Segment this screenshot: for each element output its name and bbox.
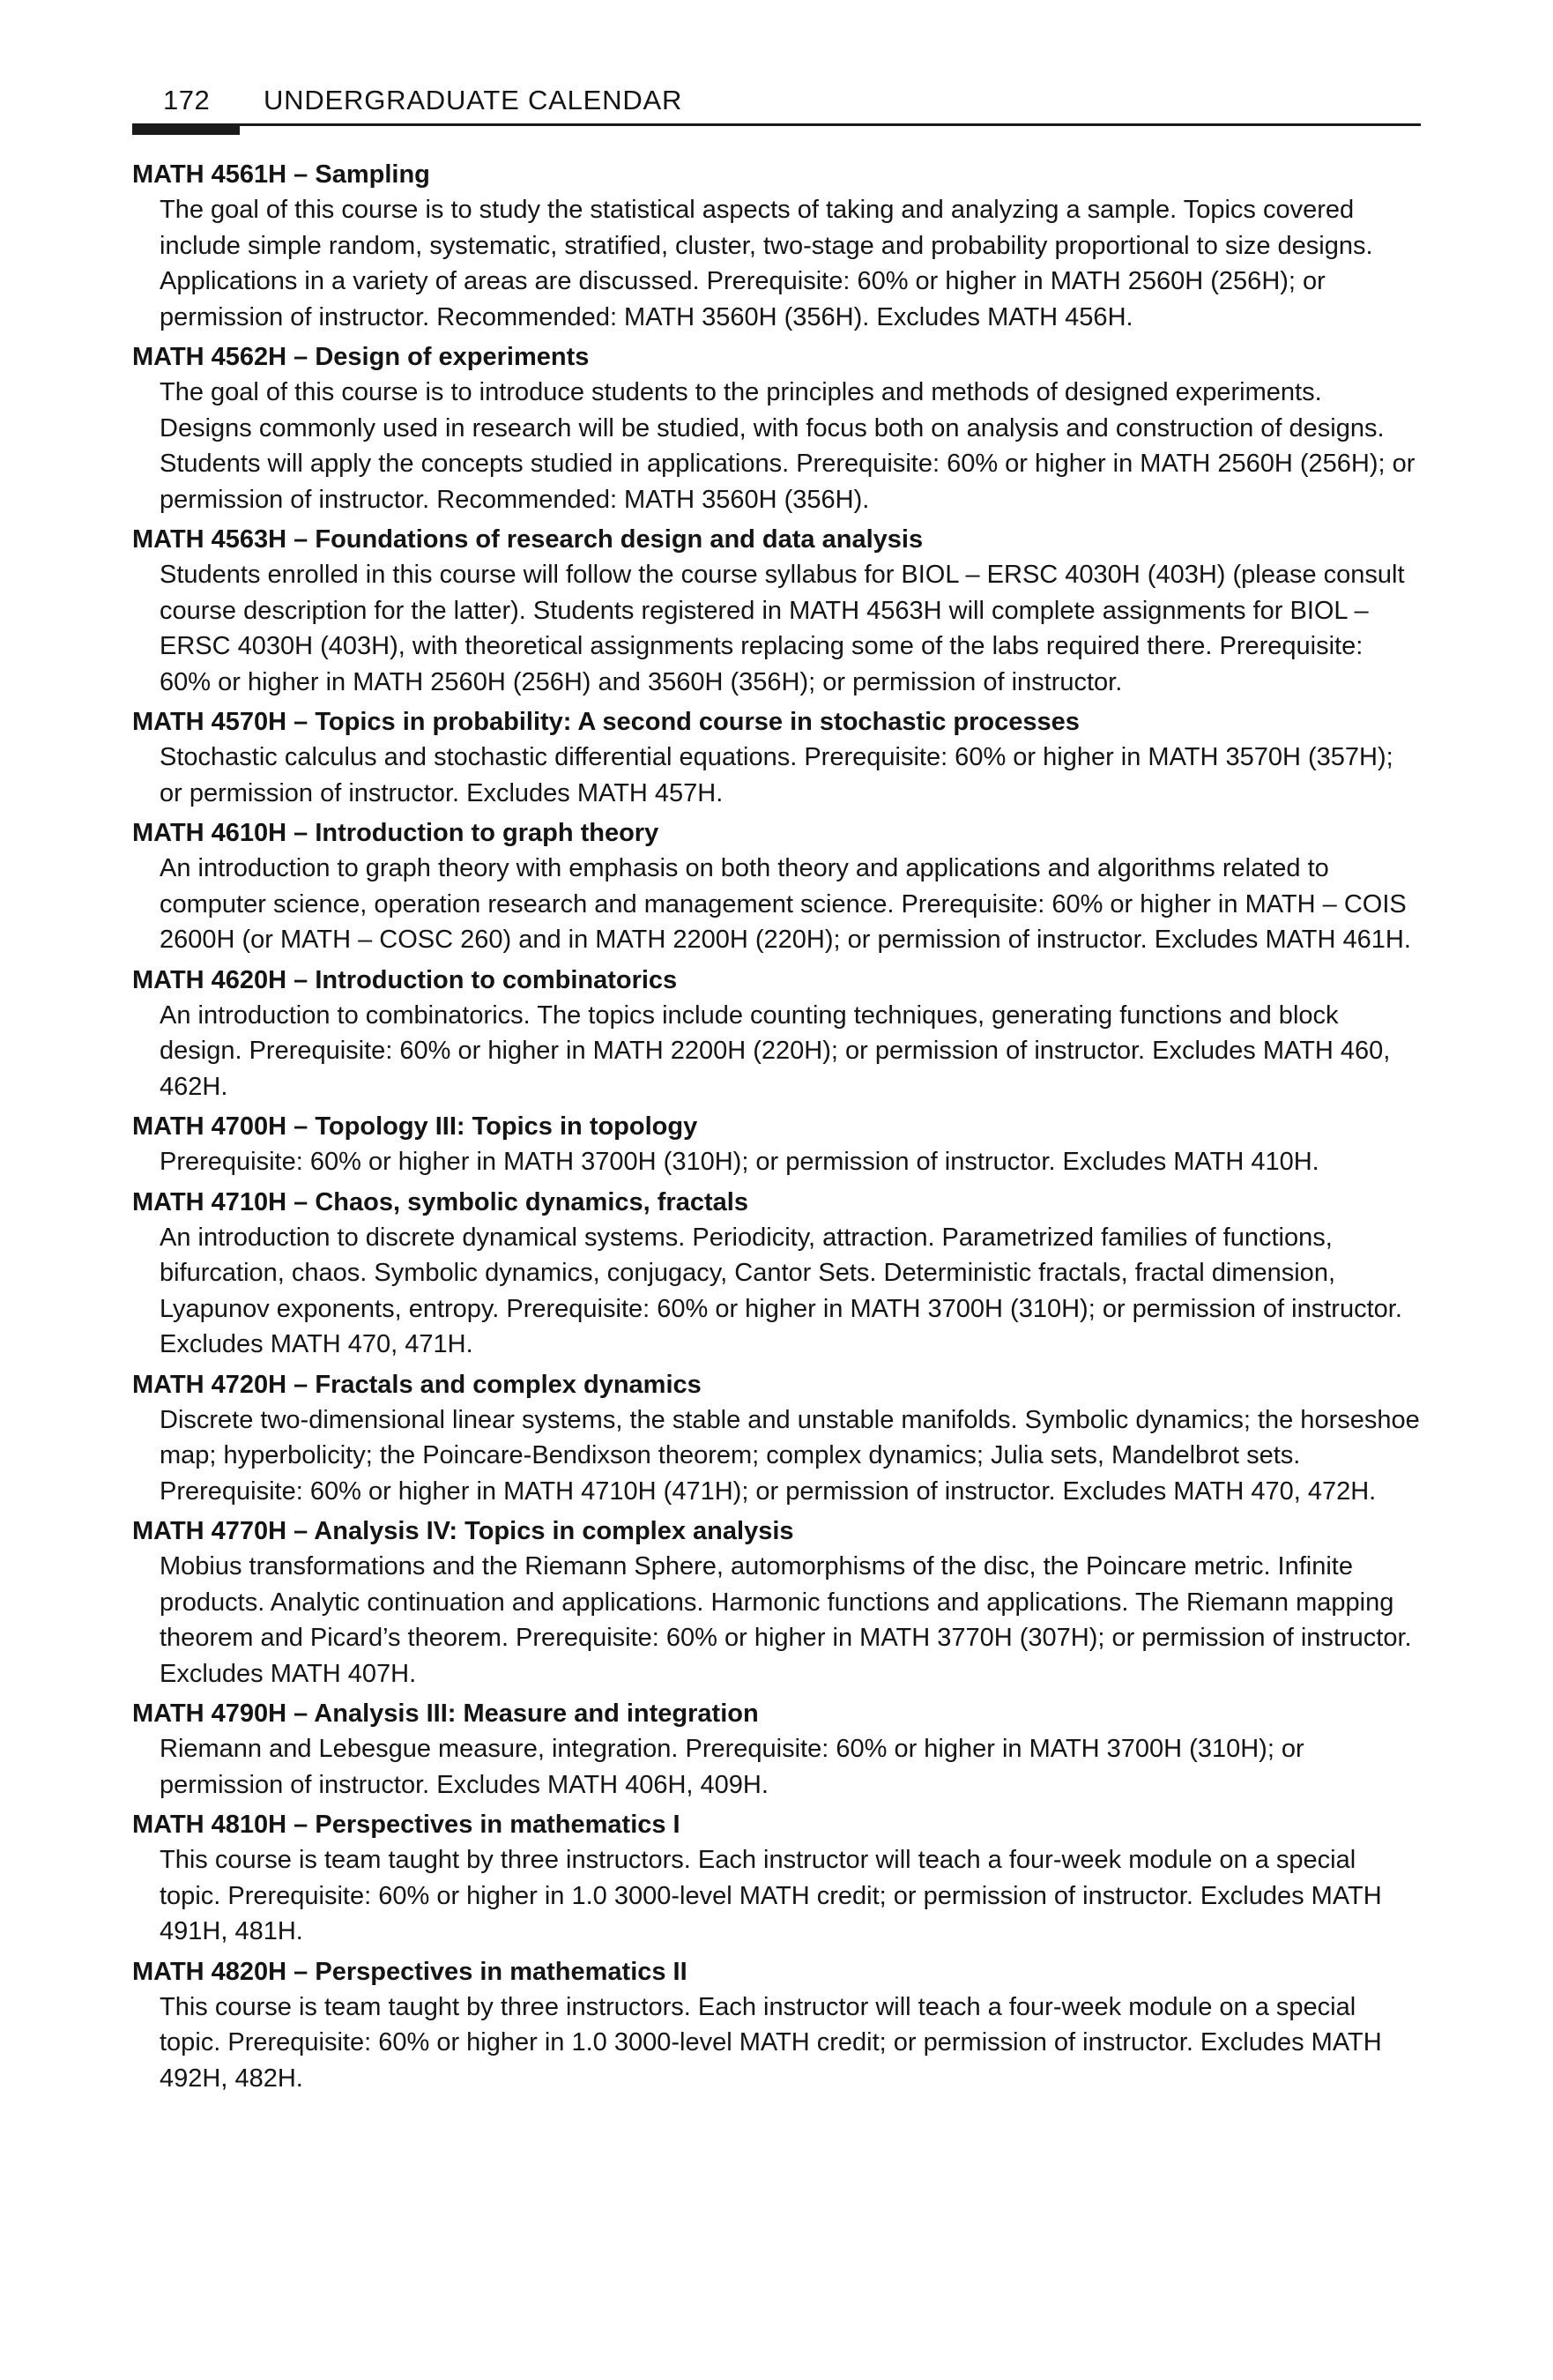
course-title: MATH 4700H – Topology III: Topics in topology — [132, 1112, 698, 1141]
course-description: The goal of this course is to introduce students to the principles and methods of designed experiments. Designs commonly used in research will be studied, with focus both on analysis and construction of designs. Students will apply the concepts studied in applications. Prerequisite: 60% or higher in MATH 2560H (256H); or permission of instructor. Recommended: MATH 3560H (356H). — [160, 378, 1416, 514]
course-title: MATH 4810H – Perspectives in mathematics I — [132, 1811, 680, 1839]
course-title: MATH 4570H – Topics in probability: A second course in stochastic processes — [132, 708, 1080, 736]
course-description: Stochastic calculus and stochastic differential equations. Prerequisite: 60% or higher in MATH 3570H (357H); or permission of instructor. Excludes MATH 457H. — [160, 743, 1393, 807]
course-title: MATH 4563H – Foundations of research design and data analysis — [132, 525, 924, 554]
course-title: MATH 4620H – Introduction to combinatorics — [132, 965, 678, 994]
course-list — [132, 157, 1421, 2101]
running-head — [132, 78, 1421, 127]
course-entry — [132, 704, 1421, 811]
course-entry — [132, 1185, 1421, 1363]
course-entry — [132, 815, 1421, 958]
course-description: Students enrolled in this course will follow the course syllabus for BIOL – ERSC 4030H (403H) (please consult course description for the latter). Students registered in MATH 4563H will complete assignments for BIOL – ERSC 4030H (403H), with theoretical assignments replacing some of the labs required there. Prerequisite: 60% or higher in MATH 2560H (256H) and 3560H (356H); or permission of instructor. — [160, 561, 1405, 696]
course-description: This course is team taught by three instructors. Each instructor will teach a four-week module on a special topic. Prerequisite: 60% or higher in 1.0 3000-level MATH credit; or permission of instructor. Excludes MATH 491H, 481H. — [160, 1846, 1382, 1945]
course-title: MATH 4720H – Fractals and complex dynamics — [132, 1370, 702, 1399]
course-entry — [132, 339, 1421, 517]
course-title: MATH 4790H – Analysis III: Measure and integration — [132, 1699, 759, 1728]
page-number: 172 — [163, 85, 211, 115]
course-entry — [132, 157, 1421, 335]
course-entry — [132, 522, 1421, 700]
course-title: MATH 4820H – Perspectives in mathematics II — [132, 1957, 687, 1986]
course-description: Prerequisite: 60% or higher in MATH 3700H (310H); or permission of instructor. Excludes MATH 410H. — [160, 1148, 1319, 1176]
course-title: MATH 4610H – Introduction to graph theory — [132, 819, 659, 847]
course-entry — [132, 1514, 1421, 1692]
course-entry — [132, 1109, 1421, 1180]
course-entry — [132, 1696, 1421, 1803]
course-description: An introduction to combinatorics. The topics include counting techniques, generating functions and block design. Prerequisite: 60% or higher in MATH 2200H (220H); or permission of instructor. Excludes MATH 460, 462H. — [160, 1000, 1391, 1101]
course-entry — [132, 1807, 1421, 1950]
course-entry — [132, 1954, 1421, 2097]
course-description: An introduction to graph theory with emphasis on both theory and applications and algorithms related to computer science, operation research and management science. Prerequisite: 60% or higher in MATH – COIS 2600H (or MATH – COSC 260) and in MATH 2200H (220H); or permission of instructor. Excludes MATH 461H. — [160, 854, 1411, 954]
header-rule — [132, 123, 1421, 126]
course-title: MATH 4561H – Sampling — [132, 160, 430, 189]
course-description: The goal of this course is to study the statistical aspects of taking and analyzing a sample. Topics covered include simple random, systematic, stratified, cluster, two-stage and probability proportional to size designs. Applications in a variety of areas are discussed. Prerequisite: 60% or higher in MATH 2560H (256H); or permission of instructor. Recommended: MATH 3560H (356H). Excludes MATH 456H. — [160, 196, 1373, 331]
course-description: An introduction to discrete dynamical systems. Periodicity, attraction. Parametrized families of functions, bifurcation, chaos. Symbolic dynamics, conjugacy, Cantor Sets. Deterministic fractals, fractal dimension, Lyapunov exponents, entropy. Prerequisite: 60% or higher in MATH 3700H (310H); or permission of instructor. Excludes MATH 470, 471H. — [160, 1223, 1402, 1358]
course-description: Riemann and Lebesgue measure, integration. Prerequisite: 60% or higher in MATH 3700H (310H); or permission of instructor. Excludes MATH 406H, 409H. — [160, 1735, 1304, 1799]
running-head-title: UNDERGRADUATE CALENDAR — [264, 85, 683, 115]
course-title: MATH 4770H – Analysis IV: Topics in complex analysis — [132, 1517, 794, 1545]
course-description: Discrete two-dimensional linear systems, the stable and unstable manifolds. Symbolic dynamics; the horseshoe map; hyperbolicity; the Poincare-Bendixson theorem; complex dynamics; Julia sets, Mandelbrot sets. Prerequisite: 60% or higher in MATH 4710H (471H); or permission of instructor. Excludes MATH 470, 472H. — [160, 1405, 1420, 1506]
course-description: This course is team taught by three instructors. Each instructor will teach a four-week module on a special topic. Prerequisite: 60% or higher in 1.0 3000-level MATH credit; or permission of instructor. Excludes MATH 492H, 482H. — [160, 1992, 1382, 2093]
course-description: Mobius transformations and the Riemann Sphere, automorphisms of the disc, the Poincare metric. Infinite products. Analytic continuation and applications. Harmonic functions and applications. The Riemann mapping theorem and Picard’s theorem. Prerequisite: 60% or higher in MATH 3770H (307H); or permission of instructor. Excludes MATH 407H. — [160, 1552, 1412, 1688]
header-tab-bar — [132, 123, 240, 135]
course-entry — [132, 963, 1421, 1105]
course-entry — [132, 1367, 1421, 1510]
course-title: MATH 4710H – Chaos, symbolic dynamics, fractals — [132, 1187, 748, 1216]
course-title: MATH 4562H – Design of experiments — [132, 343, 590, 371]
